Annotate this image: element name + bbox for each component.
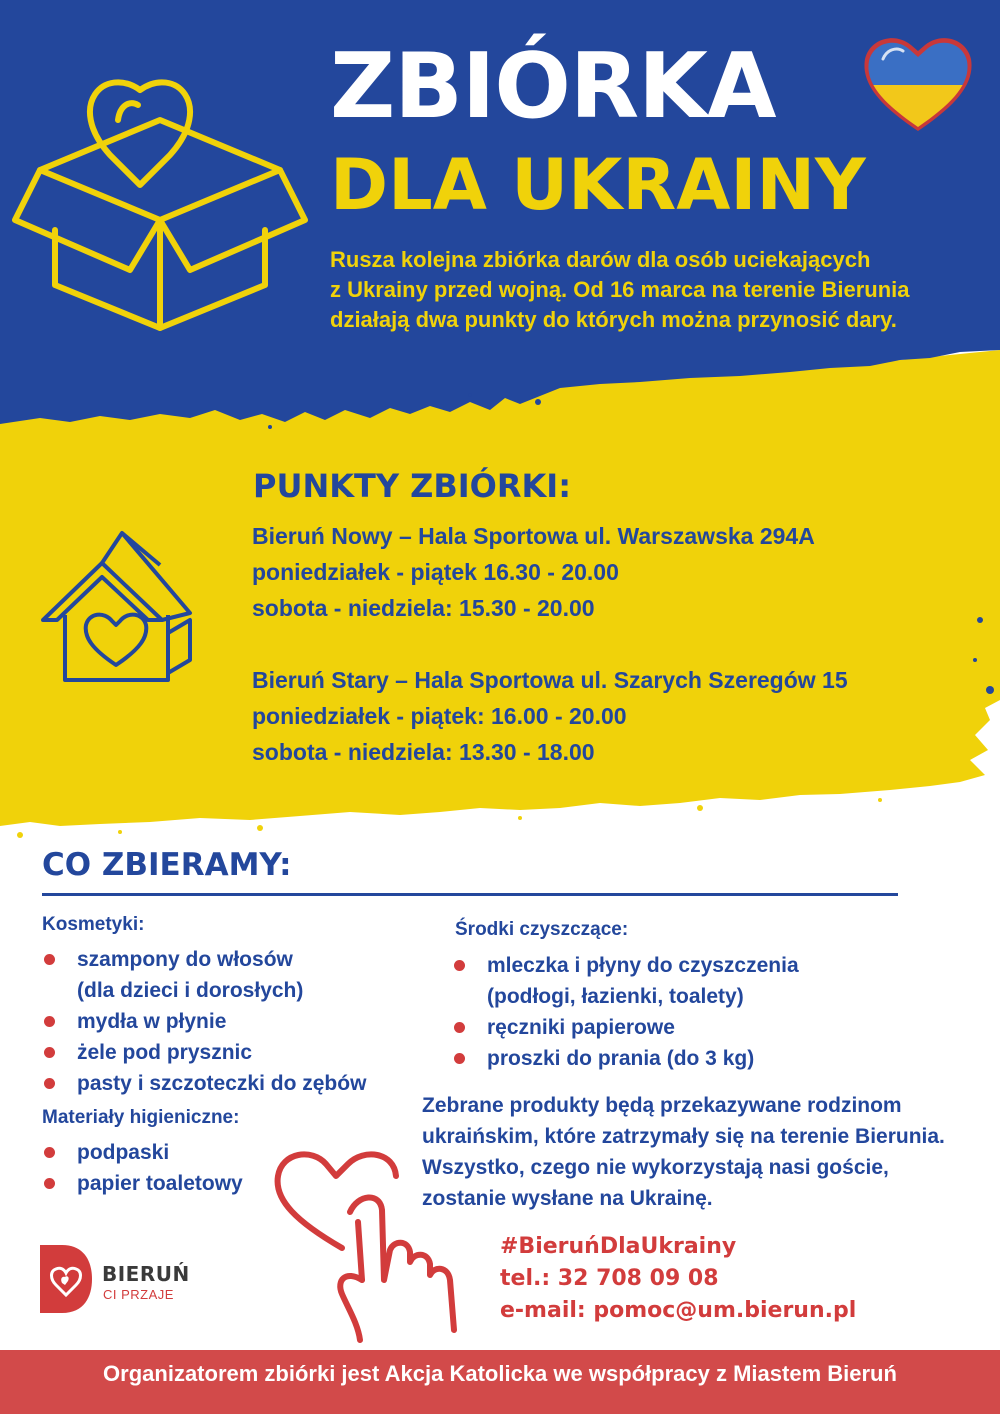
- location-weekday-hours: poniedziałek - piątek 16.30 - 20.00: [252, 559, 619, 585]
- footer-text: Organizatorem zbiórki jest Akcja Katolicka we współpracy z Miastem Bieruń: [103, 1361, 897, 1386]
- location-name: Bieruń Nowy – Hala Sportowa ul. Warszawska 294A: [252, 523, 815, 549]
- bullet-dot-icon: [44, 1147, 55, 1158]
- info-paragraph: [422, 1090, 982, 1214]
- info-line: Zebrane produkty będą przekazywane rodzinom: [422, 1094, 902, 1117]
- bullet-dot-icon: [44, 1047, 55, 1058]
- punkty-heading: PUNKTY ZBIÓRKI:: [253, 467, 571, 505]
- intro-line: działają dwa punkty do których można przynosić dary.: [330, 307, 897, 332]
- intro-line: Rusza kolejna zbiórka darów dla osób uciekających: [330, 247, 871, 272]
- email-text[interactable]: e-mail: pomoc@um.bierun.pl: [500, 1298, 857, 1323]
- list-higieniczne: [42, 1137, 243, 1199]
- bullet-dot-icon: [44, 1078, 55, 1089]
- hand-heart-icon: [262, 1130, 477, 1350]
- location-bierun-stary: [252, 662, 972, 770]
- location-weekend-hours: sobota - niedziela: 15.30 - 20.00: [252, 595, 595, 621]
- poster-title-line2: DLA UKRAINY: [330, 144, 866, 226]
- house-heart-icon: [40, 525, 210, 685]
- location-weekday-hours: poniedziałek - piątek: 16.00 - 20.00: [252, 703, 627, 729]
- list-kosmetyki: [42, 944, 366, 1099]
- info-line: zostanie wysłane na Ukrainę.: [422, 1187, 713, 1210]
- list-item: pasty i szczoteczki do zębów: [42, 1068, 366, 1099]
- hashtag-text: #BieruńDlaUkrainy: [500, 1234, 737, 1259]
- bullet-dot-icon: [454, 1053, 465, 1064]
- logo-name: BIERUŃ: [102, 1262, 190, 1286]
- phone-text[interactable]: tel.: 32 708 09 08: [500, 1266, 719, 1291]
- location-bierun-nowy: [252, 518, 972, 626]
- poster-title-line1: ZBIÓRKA: [330, 34, 776, 139]
- co-zbieramy-heading: CO ZBIERAMY:: [42, 847, 292, 883]
- bullet-dot-icon: [44, 954, 55, 965]
- list-item: proszki do prania (do 3 kg): [452, 1043, 799, 1074]
- bierun-logo-icon: [40, 1245, 92, 1313]
- list-item: papier toaletowy: [42, 1168, 243, 1199]
- intro-line: z Ukrainy przed wojną. Od 16 marca na terenie Bierunia: [330, 277, 910, 302]
- location-name: Bieruń Stary – Hala Sportowa ul. Szarych Szeregów 15: [252, 667, 848, 693]
- category-kosmetyki: Kosmetyki:: [42, 914, 145, 935]
- bullet-dot-icon: [44, 1016, 55, 1027]
- info-line: Wszystko, czego nie wykorzystają nasi goście,: [422, 1156, 889, 1179]
- intro-paragraph: [330, 245, 970, 335]
- list-item: podpaski: [42, 1137, 243, 1168]
- heart-flag-icon: [863, 35, 973, 135]
- category-higieniczne: Materiały higieniczne:: [42, 1107, 240, 1128]
- list-item: mleczka i płyny do czyszczenia (podłogi, łazienki, toalety): [452, 950, 799, 1012]
- category-czyszczace: Środki czyszczące:: [455, 919, 629, 940]
- bullet-dot-icon: [454, 1022, 465, 1033]
- logo-tagline: CI PRZAJE: [103, 1287, 174, 1302]
- list-item: mydła w płynie: [42, 1006, 366, 1037]
- list-czyszczace: [452, 950, 799, 1074]
- bullet-dot-icon: [454, 960, 465, 971]
- location-weekend-hours: sobota - niedziela: 13.30 - 18.00: [252, 739, 595, 765]
- list-item: szampony do włosów (dla dzieci i dorosłych): [42, 944, 366, 1006]
- heading-underline: [42, 893, 898, 896]
- info-line: ukraińskim, które zatrzymały się na terenie Bierunia.: [422, 1125, 945, 1148]
- list-item: żele pod prysznic: [42, 1037, 366, 1068]
- list-item: ręczniki papierowe: [452, 1012, 799, 1043]
- bullet-dot-icon: [44, 1178, 55, 1189]
- gift-box-heart-icon: [10, 60, 310, 340]
